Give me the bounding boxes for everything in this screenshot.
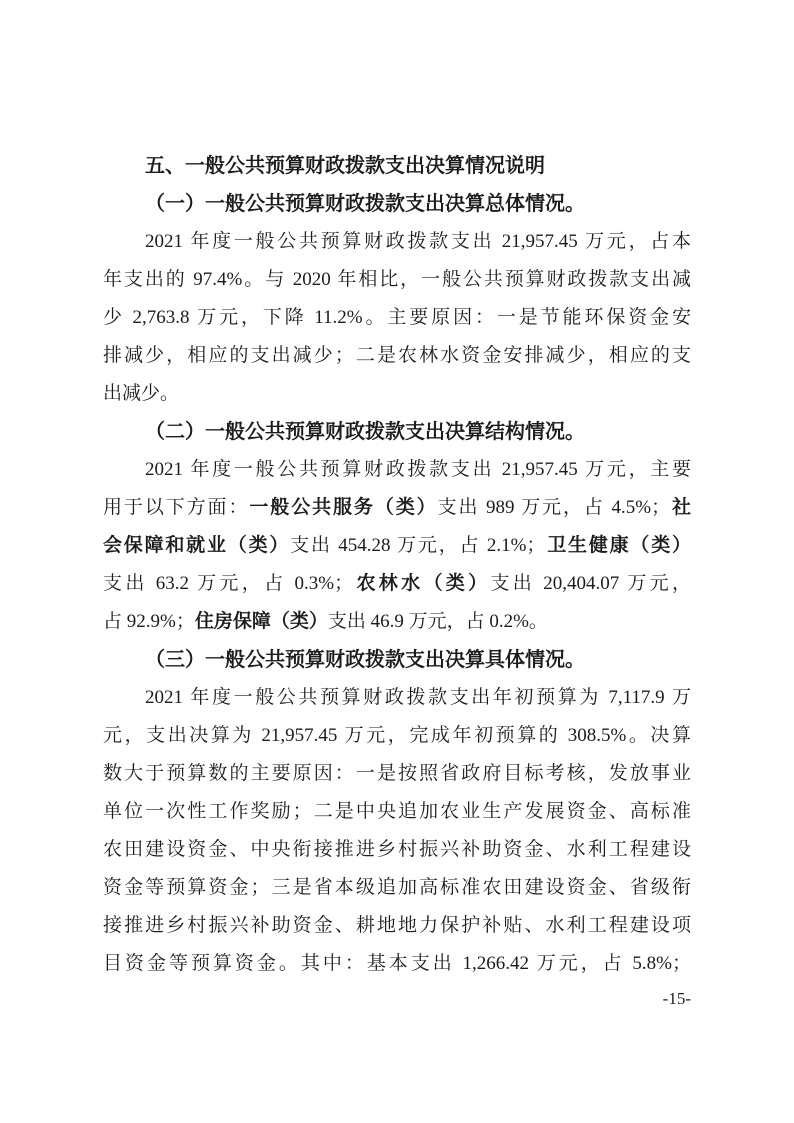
section-heading — [103, 641, 691, 679]
text-segment: 用于以下方面： — [103, 497, 250, 518]
paragraph-line — [103, 527, 691, 565]
paragraph-line — [103, 489, 691, 527]
text-segment: （二）一般公共预算财政拨款支出决算结构情况。 — [145, 421, 585, 443]
text-segment: 接推进乡村振兴补助资金、耕地地力保护补贴、水利工程建设项 — [103, 915, 691, 936]
text-segment: 会保障和就业（类） — [103, 535, 291, 556]
text-segment: 农田建设资金、中央衔接推进乡村振兴补助资金、水利工程建设 — [103, 839, 691, 860]
paragraph-line — [103, 679, 691, 717]
section-heading — [103, 413, 691, 451]
text-segment: 2021 年度一般公共预算财政拨款支出 21,957.45 万元，占本 — [145, 231, 691, 252]
text-segment: 农林水（类） — [353, 573, 491, 594]
text-segment: 社 — [670, 497, 691, 518]
text-segment: （一）一般公共预算财政拨款支出决算总体情况。 — [145, 193, 585, 215]
text-segment: 目资金等预算资金。其中：基本支出 1,266.42 万元，占 5.8%； — [103, 953, 691, 974]
paragraph-line — [103, 907, 691, 945]
text-segment: 2021 年度一般公共预算财政拨款支出 21,957.45 万元，主要 — [145, 459, 691, 480]
paragraph-line — [103, 565, 691, 603]
paragraph-line — [103, 945, 691, 983]
paragraph-line — [103, 451, 691, 489]
document-body — [103, 147, 691, 983]
text-segment: 资金等预算资金；三是省本级追加高标准农田建设资金、省级衔 — [103, 877, 691, 898]
text-segment: 2021 年度一般公共预算财政拨款支出年初预算为 7,117.9 万 — [145, 687, 691, 708]
text-segment: 五、一般公共预算财政拨款支出决算情况说明 — [145, 155, 545, 177]
text-segment: 支出 20,404.07 万元， — [490, 573, 691, 594]
paragraph-line — [103, 337, 691, 375]
text-segment: 支出 46.9 万元，占 0.2%。 — [327, 611, 548, 632]
text-segment: 支出 989 万元，占 4.5%； — [437, 497, 671, 518]
text-segment: 排减少，相应的支出减少；二是农林水资金安排减少，相应的支 — [103, 345, 691, 366]
text-segment: 数大于预算数的主要原因：一是按照省政府目标考核，发放事业 — [103, 763, 691, 784]
paragraph-line — [103, 603, 691, 641]
paragraph-line — [103, 299, 691, 337]
text-segment: 少 2,763.8 万元，下降 11.2%。主要原因：一是节能环保资金安 — [103, 307, 691, 328]
paragraph-line — [103, 223, 691, 261]
text-segment: 单位一次性工作奖励；二是中央追加农业生产发展资金、高标准 — [103, 801, 691, 822]
text-segment: 出减少。 — [103, 383, 180, 404]
paragraph-line — [103, 869, 691, 907]
text-segment: 一般公共服务（类） — [249, 497, 438, 518]
paragraph-line — [103, 375, 691, 413]
section-heading — [103, 185, 691, 223]
paragraph-line — [103, 831, 691, 869]
text-segment: 占 92.9%； — [103, 611, 195, 632]
paragraph-line — [103, 261, 691, 299]
section-heading — [103, 147, 691, 185]
text-segment: 年支出的 97.4%。与 2020 年相比，一般公共预算财政拨款支出减 — [103, 269, 691, 290]
text-segment: 卫生健康（类） — [545, 535, 691, 556]
text-segment: 住房保障（类） — [194, 611, 328, 632]
text-segment: 支出 63.2 万元，占 0.3%； — [103, 573, 354, 594]
paragraph-line — [103, 717, 691, 755]
page-number: -15- — [662, 989, 691, 1008]
text-segment: 支出 454.28 万元，占 2.1%； — [290, 535, 546, 556]
text-segment: （三）一般公共预算财政拨款支出决算具体情况。 — [145, 649, 585, 671]
paragraph-line — [103, 755, 691, 793]
paragraph-line — [103, 793, 691, 831]
text-segment: 元，支出决算为 21,957.45 万元，完成年初预算的 308.5%。决算 — [103, 725, 691, 746]
